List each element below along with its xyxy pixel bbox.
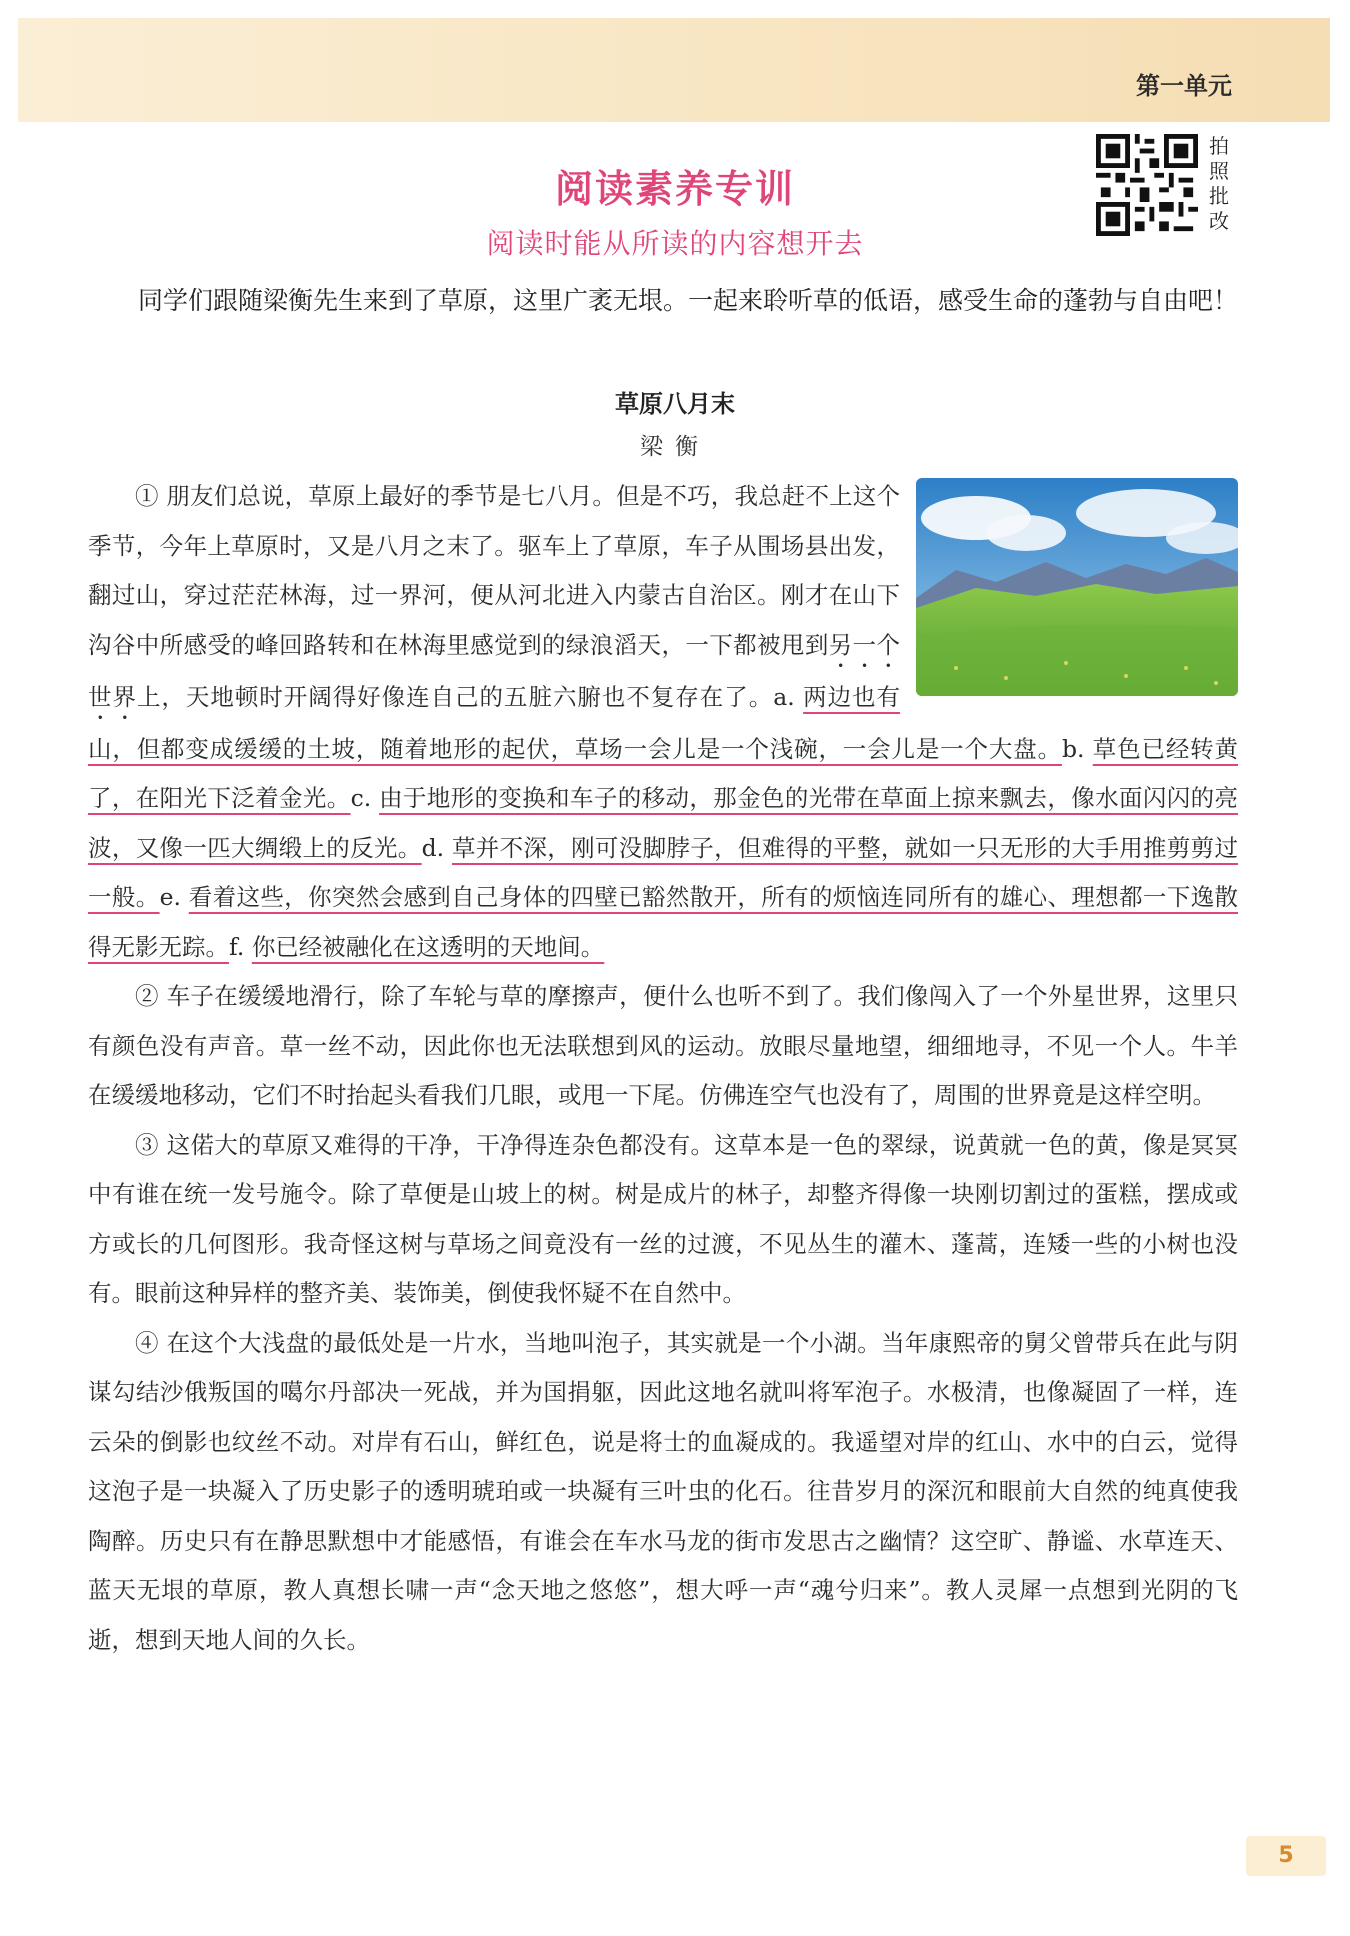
paragraph-1: ① 朋友们总说，草原上最好的季节是七八月。但是不巧，我总赶不上这个季节，今年上草原时，又是八月之末了。驱车上了草原，车子从围场县出发，翻过山，穿过茫茫林海，过一界河，便从河北进入内蒙古自治区。刚才在山下沟谷中所感受的峰回路转和在林海里感觉到的绿浪滔天，一下都被甩到另一个世界上，天地顿时开阔得好像连自己的五脏六腑也不复存在了。a. 两边也有山，但都变成缓缓的土坡，随着地形的起伏，草场一会儿是一个浅碗，一会儿是一个大盘。b. 草色已经转黄了，在阳光下泛着金光。c. 由于地形的变换和车子的移动，那金色的光带在草面上掠来飘去，像水面闪闪的亮波，又像一匹大绸缎上的反光。d. 草并不深，刚可没脚脖子，但难得的平整，就如一只无形的大手用推剪剪过一般。e. 看着这些，你突然会感到自己身体的四壁已豁然散开，所有的烦恼连同所有的雄心、理想都一下逸散得无影无踪。f. 你已经被融化在这透明的天地间。 — [88, 482, 1239, 961]
unit-label: 第一单元 — [1136, 72, 1232, 100]
grassland-image — [916, 478, 1238, 696]
sentence-e: 看着这些，你突然会感到自己身体的四壁已豁然散开，所有的烦恼连同所有的雄心、理想都一下逸散得无影无踪。 — [88, 883, 1238, 961]
dotted-phrase: 另一个世界 — [88, 630, 901, 711]
article-body — [88, 472, 1238, 1665]
sentence-f: 你已经被融化在这透明的天地间。 — [251, 932, 605, 961]
essay-author: 梁衡 — [640, 434, 710, 460]
intro-paragraph: 同学们跟随梁衡先生来到了草原，这里广袤无垠。一起来聆听草的低语，感受生命的蓬勃与自由吧！ — [138, 286, 1239, 315]
paragraph-3: ③ 这偌大的草原又难得的干净，干净得连杂色都没有。这草本是一色的翠绿，说黄就一色的黄，像是冥冥中有谁在统一发号施令。除了草便是山坡上的树。树是成片的林子，却整齐得像一块刚切割过的蛋糕，摆成或方或长的几何图形。我奇怪这树与草场之间竟没有一丝的过渡，不见丛生的灌木、蓬蒿，连矮一些的小树也没有。眼前这种异样的整齐美、装饰美，倒使我怀疑不在自然中。 — [88, 1130, 1238, 1307]
essay-title: 草原八月末 — [615, 390, 735, 418]
qr-caption: 拍照批改 — [1209, 134, 1229, 233]
sentence-d: 草并不深，刚可没脚脖子，但难得的平整，就如一只无形的大手用推剪剪过一般。 — [88, 833, 1239, 911]
paragraph-2: ② 车子在缓缓地滑行，除了车轮与草的摩擦声，便什么也听不到了。我们像闯入了一个外星世界，这里只有颜色没有声音。草一丝不动，因此你也无法联想到风的运动。放眼尽量地望，细细地寻，不见一个人。牛羊在缓缓地移动，它们不时抬起头看我们几眼，或甩一下尾。仿佛连空气也没有了，周围的世界竟是这样空明。 — [88, 982, 1238, 1109]
paragraph-4: ④ 在这个大浅盘的最低处是一片水，当地叫泡子，其实就是一个小湖。当年康熙帝的舅父曾带兵在此与阴谋勾结沙俄叛国的噶尔丹部决一死战，并为国捐躯，因此这地名就叫将军泡子。水极清，也像凝固了一样，连云朵的倒影也纹丝不动。对岸有石山，鲜红色，说是将士的血凝成的。我遥望对岸的红山、水中的白云，觉得这泡子是一块凝入了历史影子的透明琥珀或一块凝有三叶虫的化石。往昔岁月的深沉和眼前大自然的纯真使我陶醉。历史只有在静思默想中才能感悟，有谁会在车水马龙的街市发思古之幽情？这空旷、静谧、水草连天、蓝天无垠的草原，教人真想长啸一声“念天地之悠悠”，想大呼一声“魂兮归来”。教人灵犀一点想到光阴的飞逝，想到天地人间的久长。 — [88, 1328, 1238, 1654]
header-band — [18, 18, 1330, 122]
page-number: 5 — [1246, 1836, 1326, 1876]
page-title: 阅读素养专训 — [554, 167, 795, 211]
sentence-c: 由于地形的变换和车子的移动，那金色的光带在草面上掠来飘去，像水面闪闪的亮波，又像一匹大绸缎上的反光。 — [88, 784, 1239, 862]
page-subtitle: 阅读时能从所读的内容想开去 — [486, 227, 864, 260]
sentence-b: 草色已经转黄了，在阳光下泛着金光。 — [88, 734, 1239, 812]
sentence-a: 两边也有山，但都变成缓缓的土坡，随着地形的起伏，草场一会儿是一个浅碗，一会儿是一个大盘。 — [88, 682, 1062, 763]
